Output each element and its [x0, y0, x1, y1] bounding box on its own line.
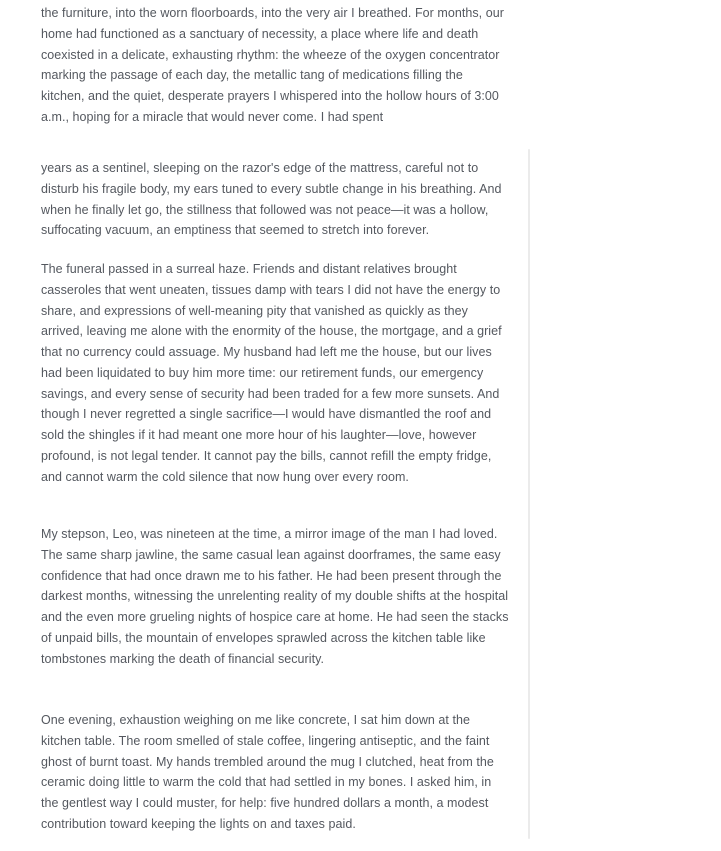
paragraph-text: My stepson, Leo, was nineteen at the time, a mirror image of the man I had loved. The same sharp jawline, the same casual lean against doorframes, the same easy confidence that had once drawn me to his father. He had been present through the darkest months, witnessing the unrelenting reality of my double shifts at the hospital and the even more grueling nights of hospice care at home. He had seen the stacks of unpaid bills, the mountain of envelopes sprawled across the kitchen table like tombstones marking the death of financial security. — [41, 527, 509, 666]
paragraph-text: The funeral passed in a surreal haze. Friends and distant relatives brought casseroles that went uneaten, tissues damp with tears I did not have the energy to share, and expressions of well-meaning pity that vanished as quickly as they arrived, leaving me alone with the enormity of the house, the mortgage, and a grief that no currency could assuage. My husband had left me the house, but our lives had been liquidated to buy him more time: our retirement funds, our emergency savings, and every sense of security had been traded for a few more sunsets. And though I never regretted a single sacrifice—I would have dismantled the roof and sold the shingles if it had meant one more hour of his laughter—love, however profound, is not legal tender. It cannot pay the bills, cannot refill the empty fridge, and cannot warm the cold silence that now hung over every room. — [41, 262, 502, 484]
paragraph-text: One evening, exhaustion weighing on me like concrete, I sat him down at the kitchen table. The room smelled of stale coffee, lingering antiseptic, and the faint ghost of burnt toast. My hands trembled around the mug I clutched, heat from the ceramic doing little to warm the cold that had settled in my bones. I asked him, in the gentlest way I could muster, for help: five hundred dollars a month, a modest contribution toward keeping the lights on and taxes paid. — [41, 713, 494, 831]
scrollbar-thumb[interactable] — [528, 149, 530, 839]
paragraph-text: the furniture, into the worn floorboards, into the very air I breathed. For months, our home had functioned as a sanctuary of necessity, a place where life and death coexisted in a delicate, exhausting rhythm: the wheeze of the oxygen concentrator marking the passage of each day, the metallic tang of medications filling the kitchen, and the quiet, desperate prayers I whispered into the hollow hours of 3:00 a.m., hoping for a miracle that would never come. I had spent — [41, 6, 504, 124]
paragraph-text: years as a sentinel, sleeping on the razor's edge of the mattress, careful not to disturb his fragile body, my ears tuned to every subtle change in his breathing. And when he finally let go, the stillness that followed was not peace—it was a hollow, suffocating vacuum, an emptiness that seemed to stretch into forever. — [41, 161, 502, 238]
